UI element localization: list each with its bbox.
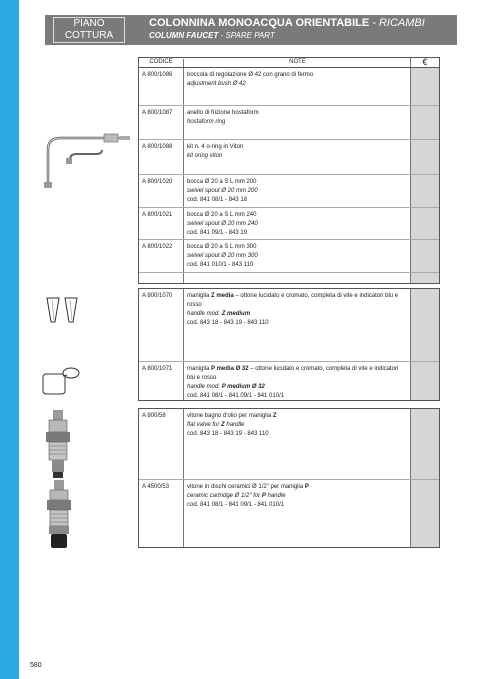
desc-en: swivel spout Ø 20 mm 300 bbox=[187, 253, 258, 259]
desc-en-bold: P bbox=[261, 493, 266, 499]
desc-en: kit oring viton bbox=[187, 153, 223, 159]
desc-en: adjustment bush Ø 42 bbox=[187, 81, 246, 87]
part-description bbox=[187, 109, 407, 127]
part-description bbox=[187, 365, 407, 401]
table-row bbox=[139, 239, 439, 273]
desc-it-post: – ottone lucidato e cromato, completa di vite e indicatori blu e rosso bbox=[187, 366, 399, 381]
desc-cod: cod. 841 08/1 - 841 09/1 - 841 010/1 bbox=[187, 393, 285, 399]
z-handle-illustration bbox=[45, 296, 80, 324]
category-line-1: PIANO bbox=[73, 18, 105, 29]
desc-en: hostaform ring bbox=[187, 119, 226, 125]
desc-cod: cod. 843 18 - 843 19 - 843 110 bbox=[187, 431, 269, 437]
ceramic-cartridge-illustration bbox=[43, 480, 75, 550]
page-number: 580 bbox=[30, 662, 42, 669]
part-code: A 800/1088 bbox=[142, 144, 173, 150]
parts-table-group-2 bbox=[138, 288, 440, 401]
desc-en-pre: handle mod. bbox=[187, 311, 222, 317]
part-description bbox=[187, 483, 407, 510]
p-handle-illustration bbox=[40, 366, 82, 396]
parts-table-group-1 bbox=[138, 67, 440, 284]
subtitle-sep: - bbox=[218, 31, 226, 40]
parts-table-group-3 bbox=[138, 408, 440, 548]
desc-en bbox=[187, 492, 407, 501]
desc-en bbox=[187, 310, 407, 319]
part-description bbox=[187, 292, 407, 328]
page-subtitle bbox=[149, 31, 275, 40]
desc-en-bold: Z bbox=[221, 422, 225, 428]
category-line-2: COTTURA bbox=[64, 30, 114, 41]
page-title bbox=[149, 17, 425, 29]
table-row bbox=[139, 105, 439, 140]
part-description bbox=[187, 143, 407, 161]
desc-it: bocca Ø 20 a S L mm 240 bbox=[187, 212, 257, 218]
table-row bbox=[139, 361, 439, 403]
desc-it-bold: P media Ø 32 bbox=[211, 366, 249, 372]
title-bold: COLONNINA MONOACQUA ORIENTABILE bbox=[149, 17, 370, 29]
part-description bbox=[187, 211, 407, 238]
desc-it bbox=[187, 365, 407, 383]
table-row bbox=[139, 409, 439, 479]
desc-en-post: handle bbox=[224, 422, 245, 428]
desc-it-pre: maniglia bbox=[187, 293, 212, 299]
parts-table-group-1-last bbox=[138, 271, 440, 284]
header-code: CODICE bbox=[149, 59, 173, 65]
page-header bbox=[45, 15, 457, 45]
part-description bbox=[187, 412, 407, 439]
desc-en-pre: ceramic cartridge Ø 1/2" for bbox=[187, 493, 262, 499]
desc-it: kit n. 4 o-ring in Viton bbox=[187, 144, 244, 150]
desc-en bbox=[187, 421, 407, 430]
desc-en: swivel spout Ø 20 mm 240 bbox=[187, 221, 258, 227]
table-row bbox=[139, 68, 439, 105]
part-code: A 800/1020 bbox=[142, 179, 173, 185]
title-sep: - bbox=[369, 17, 379, 29]
table-row bbox=[139, 289, 439, 331]
part-code: A 800/1070 bbox=[142, 293, 173, 299]
desc-it bbox=[187, 483, 407, 492]
table-row bbox=[139, 174, 439, 208]
desc-it-bold: P bbox=[304, 484, 309, 490]
part-code: A 800/1021 bbox=[142, 212, 173, 218]
category-box bbox=[53, 17, 125, 43]
desc-en-pre: handle mod. bbox=[187, 384, 222, 390]
desc-cod: cod. 843 18 - 843 19 - 843 110 bbox=[187, 320, 269, 326]
desc-en: swivel spout Ø 20 mm 200 bbox=[187, 188, 258, 194]
desc-en-post: handle bbox=[265, 493, 286, 499]
part-description bbox=[187, 243, 407, 270]
desc-it: boccola di regolazione Ø 42 con grano di fermo bbox=[187, 72, 314, 78]
side-color-bar bbox=[0, 0, 19, 679]
part-code: A 800/58 bbox=[142, 413, 166, 419]
flat-valve-illustration bbox=[43, 410, 73, 480]
subtitle-italic: SPARE PART bbox=[225, 31, 275, 40]
desc-cod: cod. 841 08/1 - 843 18 bbox=[187, 197, 248, 203]
table-row bbox=[139, 479, 439, 550]
desc-it-bold: Z media bbox=[211, 293, 234, 299]
header-note: NOTE bbox=[183, 59, 411, 68]
desc-it-pre: vitone bagno d'olio per maniglia bbox=[187, 413, 273, 419]
desc-it-pre: vitone in dischi ceramici Ø 1/2" per maniglia bbox=[187, 484, 305, 490]
part-code: A 800/1071 bbox=[142, 366, 173, 372]
swivel-spout-illustration bbox=[40, 120, 136, 190]
desc-en-pre: flat valve for bbox=[187, 422, 222, 428]
part-code: A 4500/53 bbox=[142, 484, 170, 490]
desc-it-pre: maniglia bbox=[187, 366, 212, 372]
table-header bbox=[138, 57, 440, 67]
subtitle-bold: COLUMN FAUCET bbox=[149, 31, 219, 40]
table-row bbox=[139, 207, 439, 240]
desc-it-post: – ottone lucidato e cromato, completa di vite e indicatori blu e rosso bbox=[187, 293, 399, 308]
desc-cod: cod. 841 010/1 - 843 110 bbox=[187, 262, 254, 268]
desc-it: bocca Ø 20 a S L mm 300 bbox=[187, 244, 257, 250]
part-description bbox=[187, 178, 407, 205]
desc-it: bocca Ø 20 a S L mm 200 bbox=[187, 179, 257, 185]
desc-it: anello di frizione hostaform bbox=[187, 110, 259, 116]
desc-en-bold: P medium Ø 32 bbox=[221, 384, 265, 390]
desc-en-bold: Z medium bbox=[221, 311, 251, 317]
desc-cod: cod. 841 09/1 - 843 19 bbox=[187, 230, 248, 236]
desc-it-bold: Z bbox=[272, 413, 277, 419]
euro-icon: € bbox=[410, 57, 439, 67]
part-code: A 800/1087 bbox=[142, 110, 173, 116]
part-code: A 800/1022 bbox=[142, 244, 173, 250]
part-code: A 800/1086 bbox=[142, 72, 173, 78]
desc-it bbox=[187, 292, 407, 310]
part-description bbox=[187, 71, 407, 89]
desc-it bbox=[187, 412, 407, 421]
desc-cod: cod. 841 08/1 - 841 09/1 - 841 010/1 bbox=[187, 502, 285, 508]
table-row bbox=[139, 139, 439, 175]
title-italic: RICAMBI bbox=[378, 17, 425, 29]
desc-en bbox=[187, 383, 407, 392]
